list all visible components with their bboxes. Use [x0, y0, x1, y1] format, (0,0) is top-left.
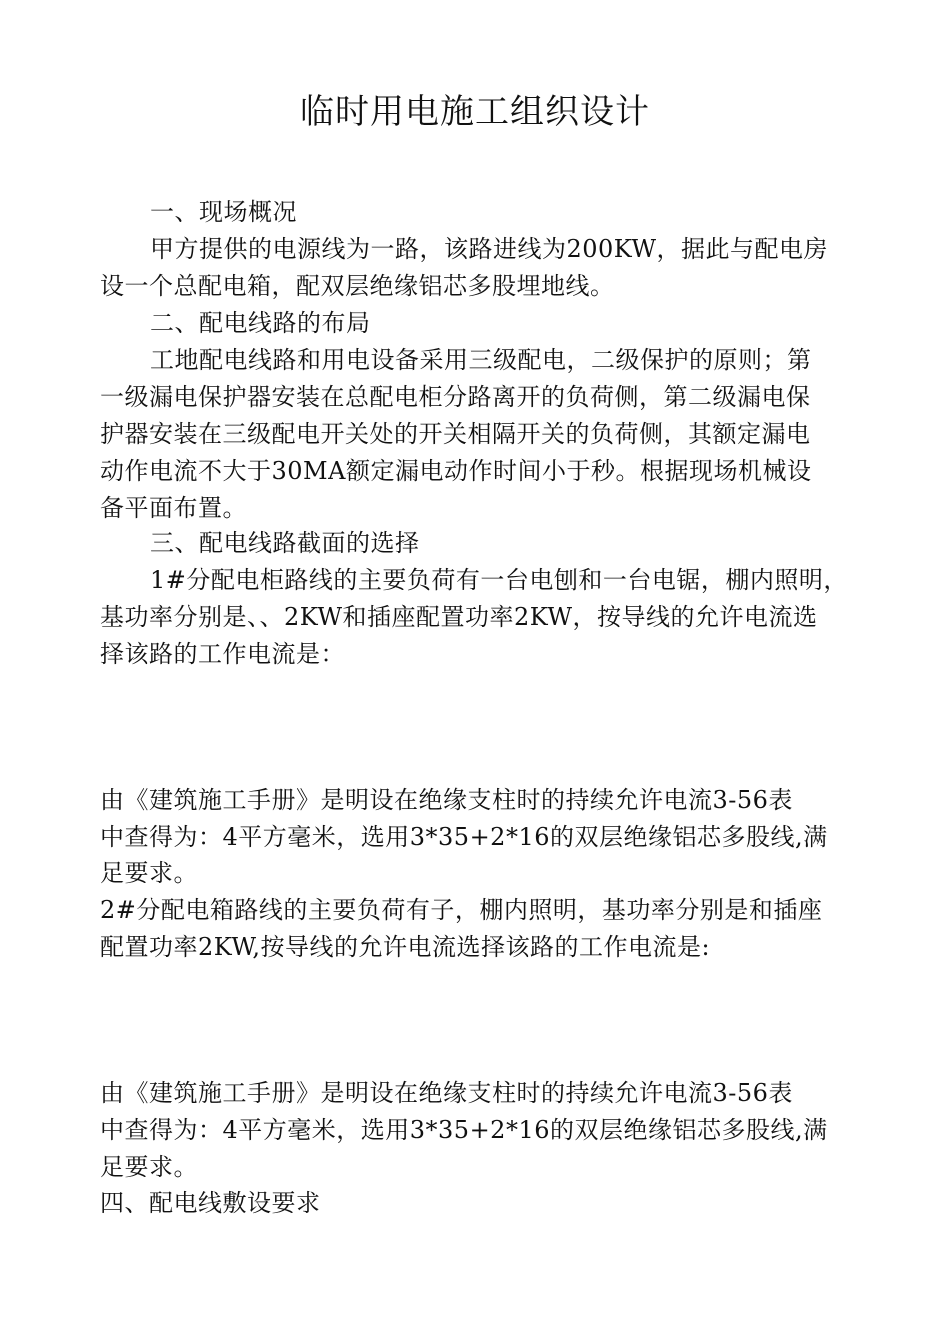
- section-heading-cross-section: 三、配电线路截面的选择: [150, 529, 420, 557]
- paragraph-line: 足要求。: [100, 1153, 198, 1181]
- paragraph-line: 择该路的工作电流是：: [100, 640, 345, 668]
- section-heading-laying-requirements: 四、配电线敷设要求: [100, 1189, 321, 1217]
- paragraph-line: 甲方提供的电源线为一路，该路进线为200KW，据此与配电房: [150, 235, 829, 263]
- document-title: 临时用电施工组织设计: [300, 92, 650, 132]
- paragraph-line: 中查得为：4平方毫米，选用3*35+2*16的双层绝缘铝芯多股线,满: [100, 823, 828, 851]
- paragraph-line: 1#分配电柜路线的主要负荷有一台电刨和一台电锯，棚内照明，: [150, 566, 848, 594]
- paragraph-line: 2#分配电箱路线的主要负荷有子，棚内照明，基功率分别是和插座: [100, 896, 823, 924]
- paragraph-line: 由《建筑施工手册》是明设在绝缘支柱时的持续允许电流3-56表: [100, 786, 793, 814]
- paragraph-line: 基功率分别是、、2KW和插座配置功率2KW，按导线的允许电流选: [100, 603, 818, 631]
- paragraph-line: 一级漏电保护器安装在总配电柜分路离开的负荷侧，第二级漏电保: [100, 383, 811, 411]
- paragraph-line: 工地配电线路和用电设备采用三级配电，二级保护的原则；第: [150, 346, 812, 374]
- paragraph-line: 备平面布置。: [100, 494, 247, 522]
- paragraph-line: 动作电流不大于30MA额定漏电动作时间小于秒。根据现场机械设: [100, 457, 812, 485]
- paragraph-line: 配置功率2KW,按导线的允许电流选择该路的工作电流是:: [100, 933, 711, 961]
- section-heading-line-layout: 二、配电线路的布局: [150, 309, 371, 337]
- paragraph-line: 中查得为：4平方毫米，选用3*35+2*16的双层绝缘铝芯多股线,满: [100, 1116, 828, 1144]
- paragraph-line: 护器安装在三级配电开关处的开关相隔开关的负荷侧，其额定漏电: [100, 420, 811, 448]
- paragraph-line: 足要求。: [100, 859, 198, 887]
- paragraph-line: 由《建筑施工手册》是明设在绝缘支柱时的持续允许电流3-56表: [100, 1079, 793, 1107]
- paragraph-line: 设一个总配电箱，配双层绝缘铝芯多股埋地线。: [100, 272, 615, 300]
- section-heading-site-overview: 一、现场概况: [150, 198, 297, 226]
